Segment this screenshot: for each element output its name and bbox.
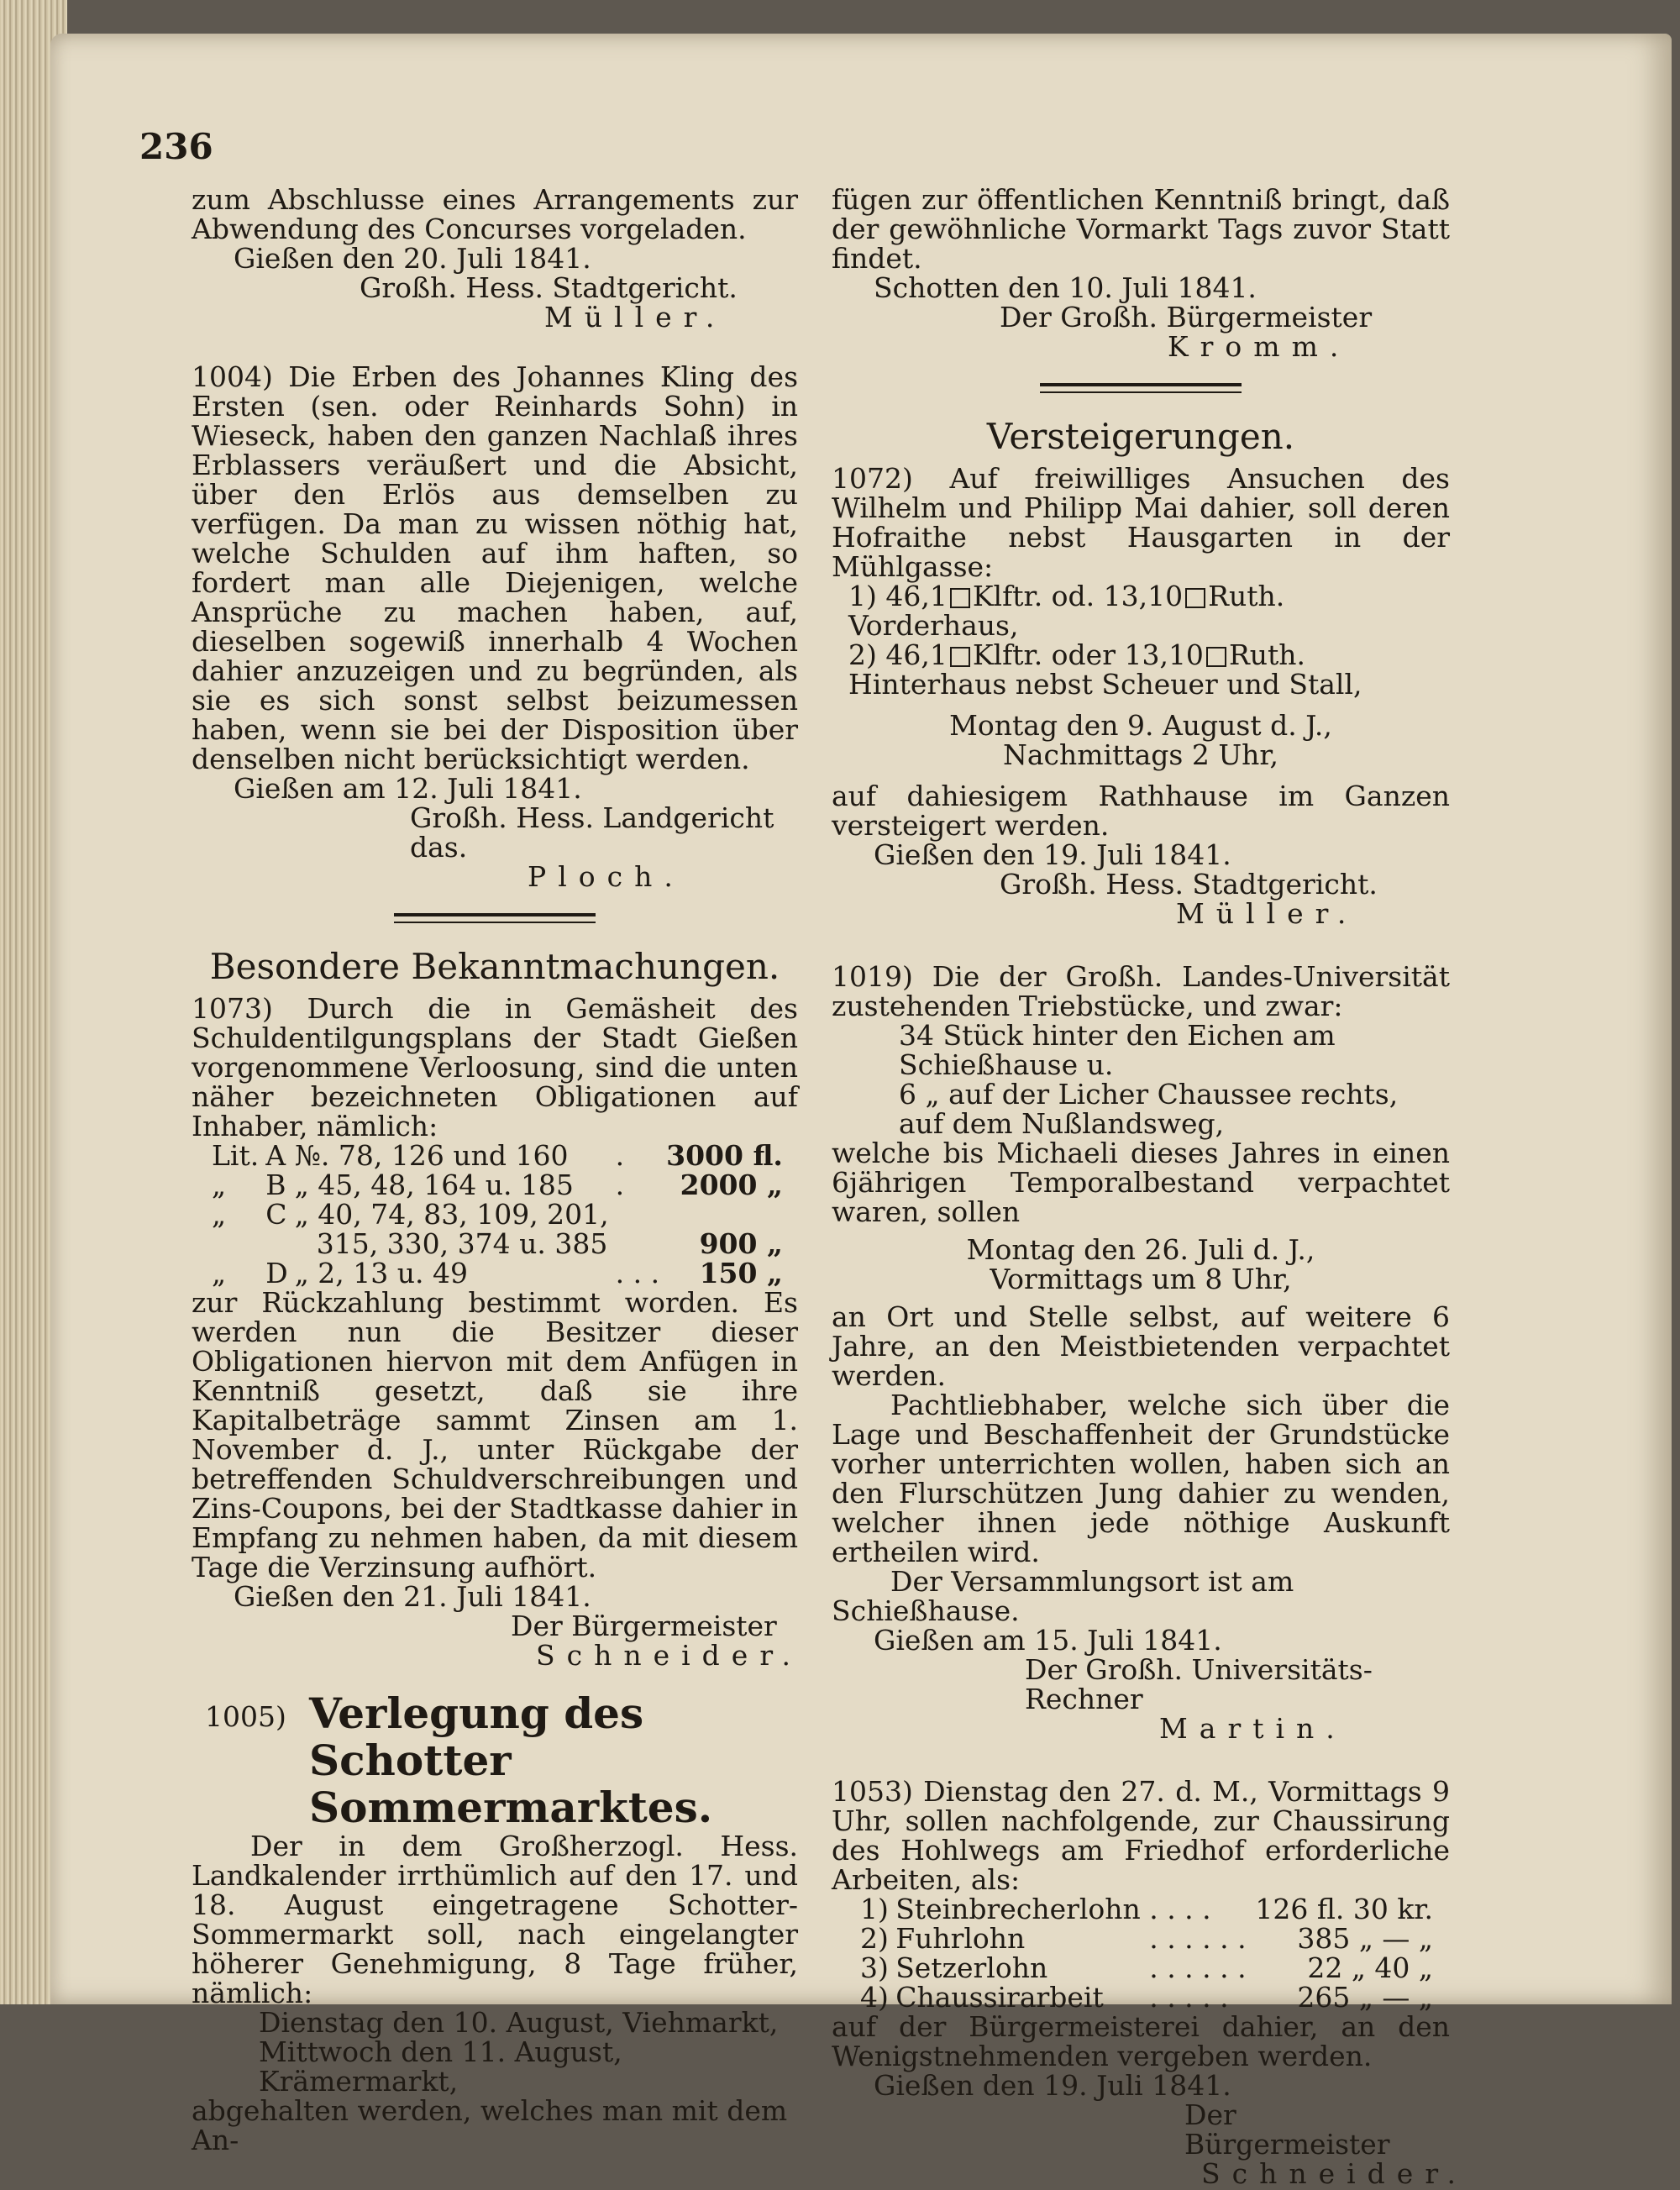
court-signature: Großh. Hess. Stadtgericht. [360,271,738,304]
notice-1019-text: welche bis Michaeli dieses Jahres in einen 6jährigen Temporalbestand verpachtet waren, sollen [832,1137,1450,1228]
costs-table [857,1894,1436,2012]
table-row: 4) Chaussirarbeit . . . . . 265 „ — „ [860,1981,1433,2014]
notice-1019-meeting: Der Versammlungsort ist am Schießhause. [832,1565,1294,1627]
land-line: 6 „ auf der Licher Chaussee rechts, auf dem Nußlandsweg, [899,1078,1399,1140]
table-row: 3) Setzerlohn . . . . . . 22 „ 40 „ [860,1951,1433,1984]
signer-title: Der Bürgermeister [1184,2098,1390,2161]
section-heading: Besondere Bekanntmachungen. [209,946,780,987]
notice-1019-info: Pachtliebhaber, welche sich über die Lage und Beschaffenheit der Grundstücke vorher unterrichten wollen, haben sich an den Flurschützen Jung dahier zu wenden, welcher ihnen jede nöthige Auskunft ertheilen wird. [832,1389,1450,1568]
lease-time: Vormittags um 8 Uhr, [990,1263,1292,1295]
notice-1073: 1073) Durch die in Gemäsheit des Schuldentilgungsplans der Stadt Gießen vorgenommene Verloosung, sind die unten näher bezeichneten Obligationen auf Inhaber, nämlich: [192,992,798,1142]
signer-name: Müller. [544,301,727,333]
court-signature: Großh. Hess. Landgericht das. [410,801,774,864]
section-heading: Versteigerungen. [986,416,1295,457]
notice-1005: Der in dem Großherzogl. Hess. Landkalender irrthümlich auf den 17. und 18. August eingetragene Schotter-Sommermarkt soll, nach eingelangter höherer Genehmigung, 8 Tage früher, nämlich: [192,1830,798,2009]
square-icon [1206,647,1226,667]
signer-name: Müller. [1176,897,1358,930]
court-signature: Großh. Hess. Stadtgericht. [1000,868,1378,901]
notice-1053: 1053) Dienstag den 27. d. M., Vormittags 9 Uhr, sollen nachfolgende, zur Chaussirung des Hohlwegs am Friedhof erforderliche Arbeiten, als: [832,1775,1450,1896]
notice-1004: 1004) Die Erben des Johannes Kling des Ersten (sen. oder Reinhards Sohn) in Wieseck, haben den ganzen Nachlaß ihres Erblassers veräußert und die Absicht, über den Erlös aus demselben zu verfügen. Da man zu wissen nöthig hat, welche Schulden auf ihm haften, so fordert man alle Diejenigen, welche Ansprüche zu machen haben, auf, dieselben sogewiß innerhalb 4 Wochen dahier anzuzeigen und zu begründen, als sie es sich sonst selbst beizumessen haben, wenn sie bei der Disposition über denselben nicht berücksichtigt werden. [192,360,798,775]
table-row: Lit. A №. 78, 126 und 160 . 3000 fl. [212,1139,783,1172]
notice-date: Gießen den 19. Juli 1841. [874,838,1231,871]
signer-name: Martin. [1159,1712,1347,1745]
signer-title: Der Großh. Universitäts-Rechner [1025,1653,1373,1715]
notice-arrangement: zum Abschlusse eines Arrangements zur Abwendung des Concurses vorgeladen. [192,183,798,245]
notice-1005-end: abgehalten werden, welches man mit dem An- [192,2094,788,2156]
left-column [192,183,802,2156]
notice-1072-end: auf dahiesigem Rathhause im Ganzen versteigert werden. [832,780,1450,842]
notice-number: 1005) [205,1700,286,1733]
table-row: 315, 330, 374 u. 385 900 „ [316,1227,783,1260]
square-icon [1185,588,1205,608]
signer-title: Der Großh. Bürgermeister [1000,301,1373,333]
page-number: 236 [139,126,213,167]
notice-1073-body: zur Rückzahlung bestimmt worden. Es werden nun die Besitzer dieser Obligationen hiervon mit dem Anfügen in Kenntniß gesetzt, daß sie ihre Kapitalbeträge sammt Zinsen am 1. November d. J., unter Rückgabe der betreffenden Schuldverschreibungen und Zins-Coupons, bei der Stadtkasse dahier in Empfang zu nehmen haben, da mit diesem Tage die Verzinsung aufhört. [192,1286,798,1583]
auction-time: Nachmittags 2 Uhr, [1002,738,1279,771]
signer-name: Schneider. [536,1639,802,1672]
signer-name: Schneider. [1201,2157,1467,2190]
land-line: 34 Stück hinter den Eichen am Schießhause u. [899,1019,1336,1081]
notice-date: Gießen den 20. Juli 1841. [234,242,591,275]
table-row: „ C „ 40, 74, 83, 109, 201, [212,1198,609,1231]
market-line: Mittwoch den 11. August, Krämermarkt, [259,2035,622,2098]
table-row: 2) Fuhrlohn . . . . . . 385 „ — „ [860,1922,1433,1955]
section-divider [394,913,596,923]
table-row: „ B „ 45, 48, 164 u. 185 . 2000 „ [212,1169,783,1201]
notice-date: Schotten den 10. Juli 1841. [874,271,1257,304]
lease-date: Montag den 26. Juli d. J., [966,1233,1315,1266]
market-line: Dienstag den 10. August, Viehmarkt, [259,2006,779,2039]
notice-1053-end: auf der Bürgermeisterei dahier, an den Wenigstnehmenden vergeben werden. [832,2010,1450,2072]
signer-name: Ploch. [528,860,685,893]
auction-date: Montag den 9. August d. J., [949,709,1332,742]
obligations-table [208,1141,786,1288]
table-row: „ D „ 2, 13 u. 49 . . . 150 „ [212,1257,783,1289]
table-row: 1) Steinbrecherlohn . . . . 126 fl. 30 kr. [860,1893,1433,1925]
notice-date: Gießen am 12. Juli 1841. [234,772,582,805]
signer-title: Der Bürgermeister [511,1610,777,1642]
section-divider [1040,383,1242,393]
square-icon [950,588,970,608]
square-icon [950,647,970,667]
section-heading-large: Verlegung des Schotter Sommermarktes. [309,1688,713,1832]
notice-1072: 1072) Auf freiwilliges Ansuchen des Wilhelm und Philipp Mai dahier, soll deren Hofraithe nebst Hausgarten in der Mühlgasse: [832,462,1450,583]
notice-date: Gießen den 21. Juli 1841. [234,1580,591,1613]
notice-date: Gießen am 15. Juli 1841. [874,1624,1222,1657]
notice-continued: fügen zur öffentlichen Kenntniß bringt, daß der gewöhnliche Vormarkt Tags zuvor Statt findet. [832,183,1450,275]
notice-1019: 1019) Die der Großh. Landes-Universität zustehenden Triebstücke, und zwar: [832,960,1450,1022]
property-item: 1) 46,1 Klftr. od. 13,10 Ruth. Vorderhaus, [848,580,1285,642]
notice-1019-place: an Ort und Stelle selbst, auf weitere 6 Jahre, an den Meistbietenden verpachtet werden. [832,1300,1450,1392]
signer-name: Kromm. [1168,330,1351,363]
notice-date: Gießen den 19. Juli 1841. [874,2069,1231,2102]
right-column [832,183,1467,2190]
property-item: 2) 46,1 Klftr. oder 13,10 Ruth. Hinterhaus nebst Scheuer und Stall, [848,638,1362,701]
